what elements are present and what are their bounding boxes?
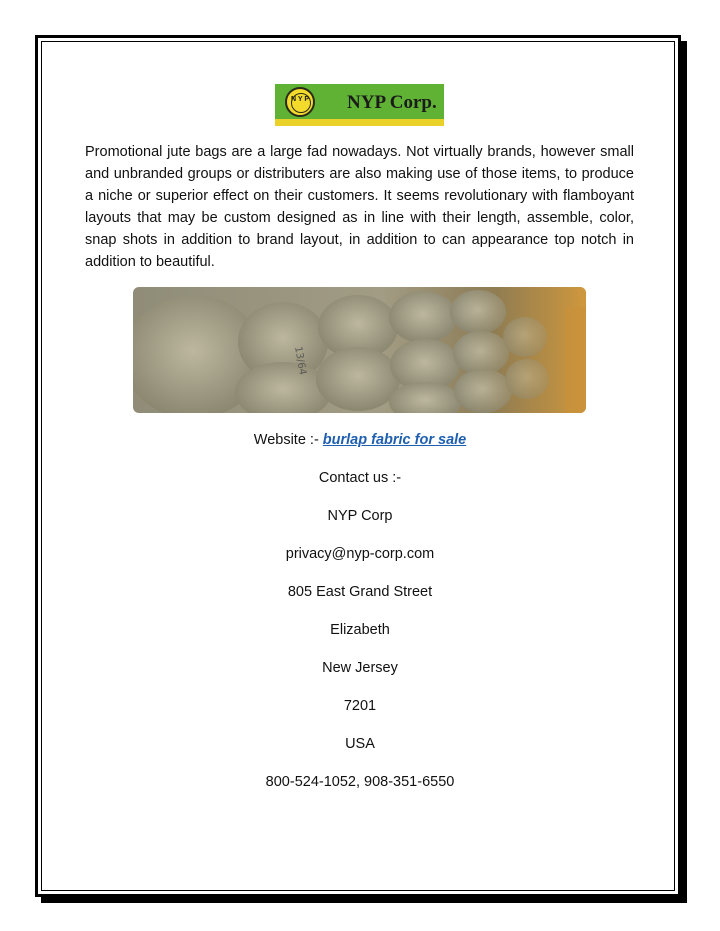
burlap-bales-photo [133, 287, 586, 413]
contact-email: privacy@nyp-corp.com [285, 546, 435, 562]
logo-emblem-letters: N Y P [290, 96, 310, 103]
logo-yellow-band [275, 119, 444, 126]
contact-heading: Contact us :- [318, 470, 402, 486]
contact-city: Elizabeth [330, 622, 390, 638]
contact-country: USA [345, 736, 375, 752]
website-link[interactable]: burlap fabric for sale [322, 432, 467, 448]
intro-paragraph: Promotional jute bags are a large fad nowadays. Not virtually brands, however small and unbranded groups or distributers are also making use of those items, to produce a niche or superior effect on their customers. It seems revolutionary with flamboyant layouts that may be custom designed as in line with their length, assemble, color, snap shots in addition to brand layout, in addition to can appearance top notch in addition to beautiful. [85, 144, 634, 270]
contact-state: New Jersey [322, 660, 398, 676]
contact-phones: 800-524-1052, 908-351-6550 [265, 774, 455, 790]
company-logo [275, 84, 444, 126]
svg-text:13/64: 13/64 [292, 345, 308, 376]
website-line [0, 432, 720, 448]
contact-company: NYP Corp [327, 508, 393, 524]
website-label: Website :- [253, 432, 323, 448]
logo-emblem-icon [285, 87, 315, 117]
contact-street: 805 East Grand Street [287, 584, 433, 600]
contact-zip: 7201 [343, 698, 377, 714]
logo-wordmark: NYP Corp. [347, 92, 437, 113]
